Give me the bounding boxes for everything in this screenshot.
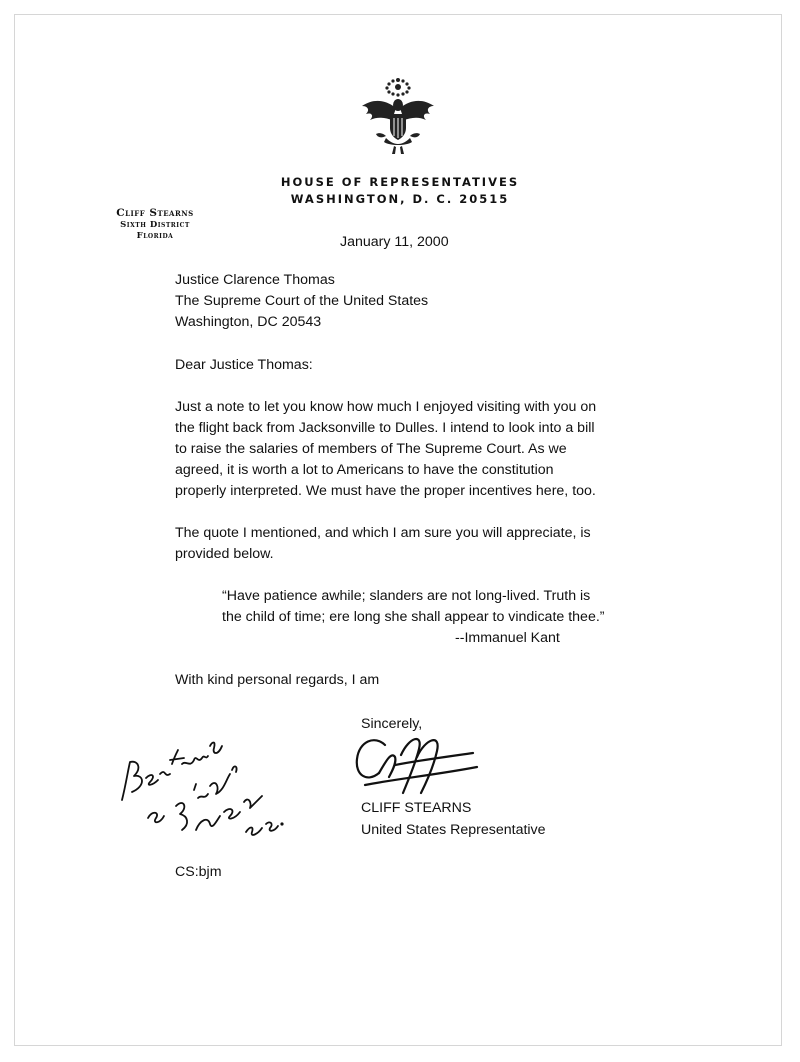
paragraph-line: The quote I mentioned, and which I am sure you will appreciate, is — [175, 525, 591, 541]
letterhead-office: HOUSE OF REPRESENTATIVES — [280, 175, 520, 189]
paragraph-line: the flight back from Jacksonville to Dulles. I intend to look into a bill — [175, 420, 595, 436]
recipient-line: The Supreme Court of the United States — [175, 293, 429, 309]
letter-date: January 11, 2000 — [340, 234, 449, 250]
recipient-address — [175, 270, 428, 333]
quote-line: the child of time; ere long she shall appear to vindicate thee.” — [222, 609, 605, 625]
signer-title: United States Representative — [361, 822, 546, 838]
recipient-line: Washington, DC 20543 — [175, 314, 322, 330]
great-seal-eagle-icon — [356, 72, 440, 156]
letterhead-address: WASHINGTON, D. C. 20515 — [290, 192, 510, 206]
paragraph-line: Just a note to let you know how much I enjoyed visiting with you on — [175, 399, 597, 415]
kant-quote — [222, 586, 642, 628]
closing-line: With kind personal regards, I am — [175, 672, 380, 688]
paragraph-line: to raise the salaries of members of The Supreme Court. As we — [175, 441, 567, 457]
sender-name: Cliff Stearns — [116, 207, 194, 219]
paragraph-line: properly interpreted. We must have the proper incentives here, too. — [175, 483, 596, 499]
signer-name: CLIFF STEARNS — [361, 800, 472, 816]
paragraph-line: provided below. — [175, 546, 274, 562]
sender-state: Florida — [136, 231, 174, 241]
handwritten-signature — [345, 727, 480, 797]
quote-line: “Have patience awhile; slanders are not long-lived. Truth is — [222, 588, 591, 604]
sender-district: Sixth District — [120, 220, 190, 230]
paragraph-line: agreed, it is worth a lot to Americans to have the constitution — [175, 462, 554, 478]
body-paragraph-1 — [175, 397, 645, 502]
recipient-line: Justice Clarence Thomas — [175, 272, 335, 288]
typist-initials: CS:bjm — [175, 864, 222, 880]
body-paragraph-2 — [175, 523, 645, 565]
sender-block — [100, 207, 210, 241]
signoff: Sincerely, — [361, 716, 423, 732]
handwritten-note — [112, 720, 302, 850]
quote-attribution: --Immanuel Kant — [455, 630, 560, 646]
salutation: Dear Justice Thomas: — [175, 357, 313, 373]
